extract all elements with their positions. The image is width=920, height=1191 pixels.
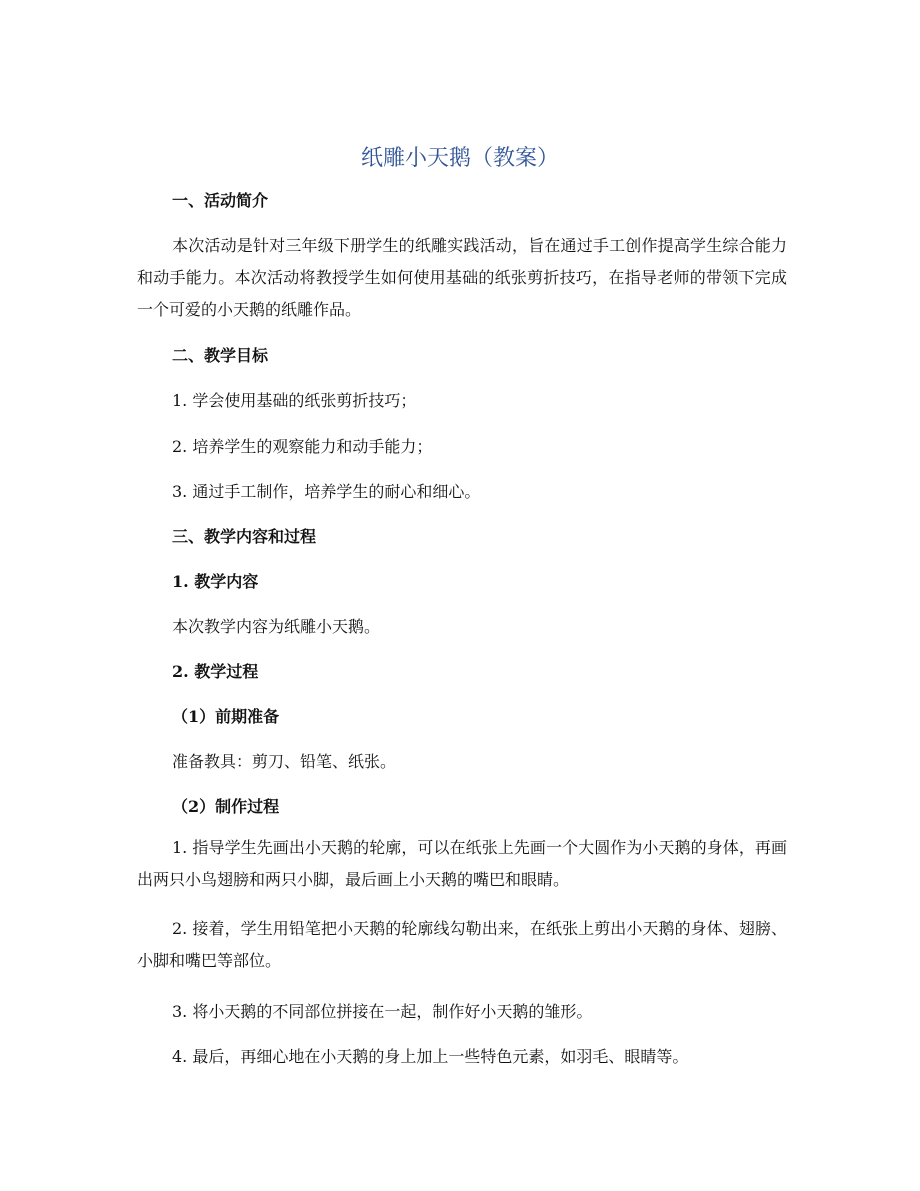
section-heading-intro: 一、活动简介 xyxy=(172,191,269,210)
intro-paragraph: 本次活动是针对三年级下册学生的纸雕实践活动，旨在通过手工创作提高学生综合能力和动手能力。本次活动将教授学生如何使用基础的纸张剪折技巧，在指导老师的带领下完成一个可爱的小天鹅的纸雕作品。 xyxy=(137,236,787,319)
section-heading-goals: 二、教学目标 xyxy=(172,346,269,365)
content-text: 本次教学内容为纸雕小天鹅。 xyxy=(172,617,381,636)
step-2: 2. 接着，学生用铅笔把小天鹅的轮廓线勾勒出来，在纸张上剪出小天鹅的身体、翅膀、小脚和嘴巴等部位。 xyxy=(137,919,787,970)
subheading-process: 2. 教学过程 xyxy=(172,662,259,681)
preparation-text: 准备教具：剪刀、铅笔、纸张。 xyxy=(172,752,397,771)
step-3: 3. 将小天鹅的不同部位拼接在一起，制作好小天鹅的雏形。 xyxy=(172,1002,593,1021)
subheading-making-process: （2）制作过程 xyxy=(172,797,280,816)
goal-item-1: 1. 学会使用基础的纸张剪折技巧； xyxy=(172,391,417,410)
goal-item-2: 2. 培养学生的观察能力和动手能力； xyxy=(172,437,433,456)
document-title: 纸雕小天鹅（教案） xyxy=(360,146,559,171)
section-heading-content: 三、教学内容和过程 xyxy=(172,527,317,546)
subheading-preparation: （1）前期准备 xyxy=(172,707,280,726)
goal-item-3: 3. 通过手工制作，培养学生的耐心和细心。 xyxy=(172,482,481,501)
subheading-content: 1. 教学内容 xyxy=(172,572,259,591)
step-4: 4. 最后，再细心地在小天鹅的身上加上一些特色元素，如羽毛、眼睛等。 xyxy=(172,1047,689,1066)
step-1: 1. 指导学生先画出小天鹅的轮廓，可以在纸张上先画一个大圆作为小天鹅的身体，再画出两只小鸟翅膀和两只小脚，最后画上小天鹅的嘴巴和眼睛。 xyxy=(137,838,787,889)
